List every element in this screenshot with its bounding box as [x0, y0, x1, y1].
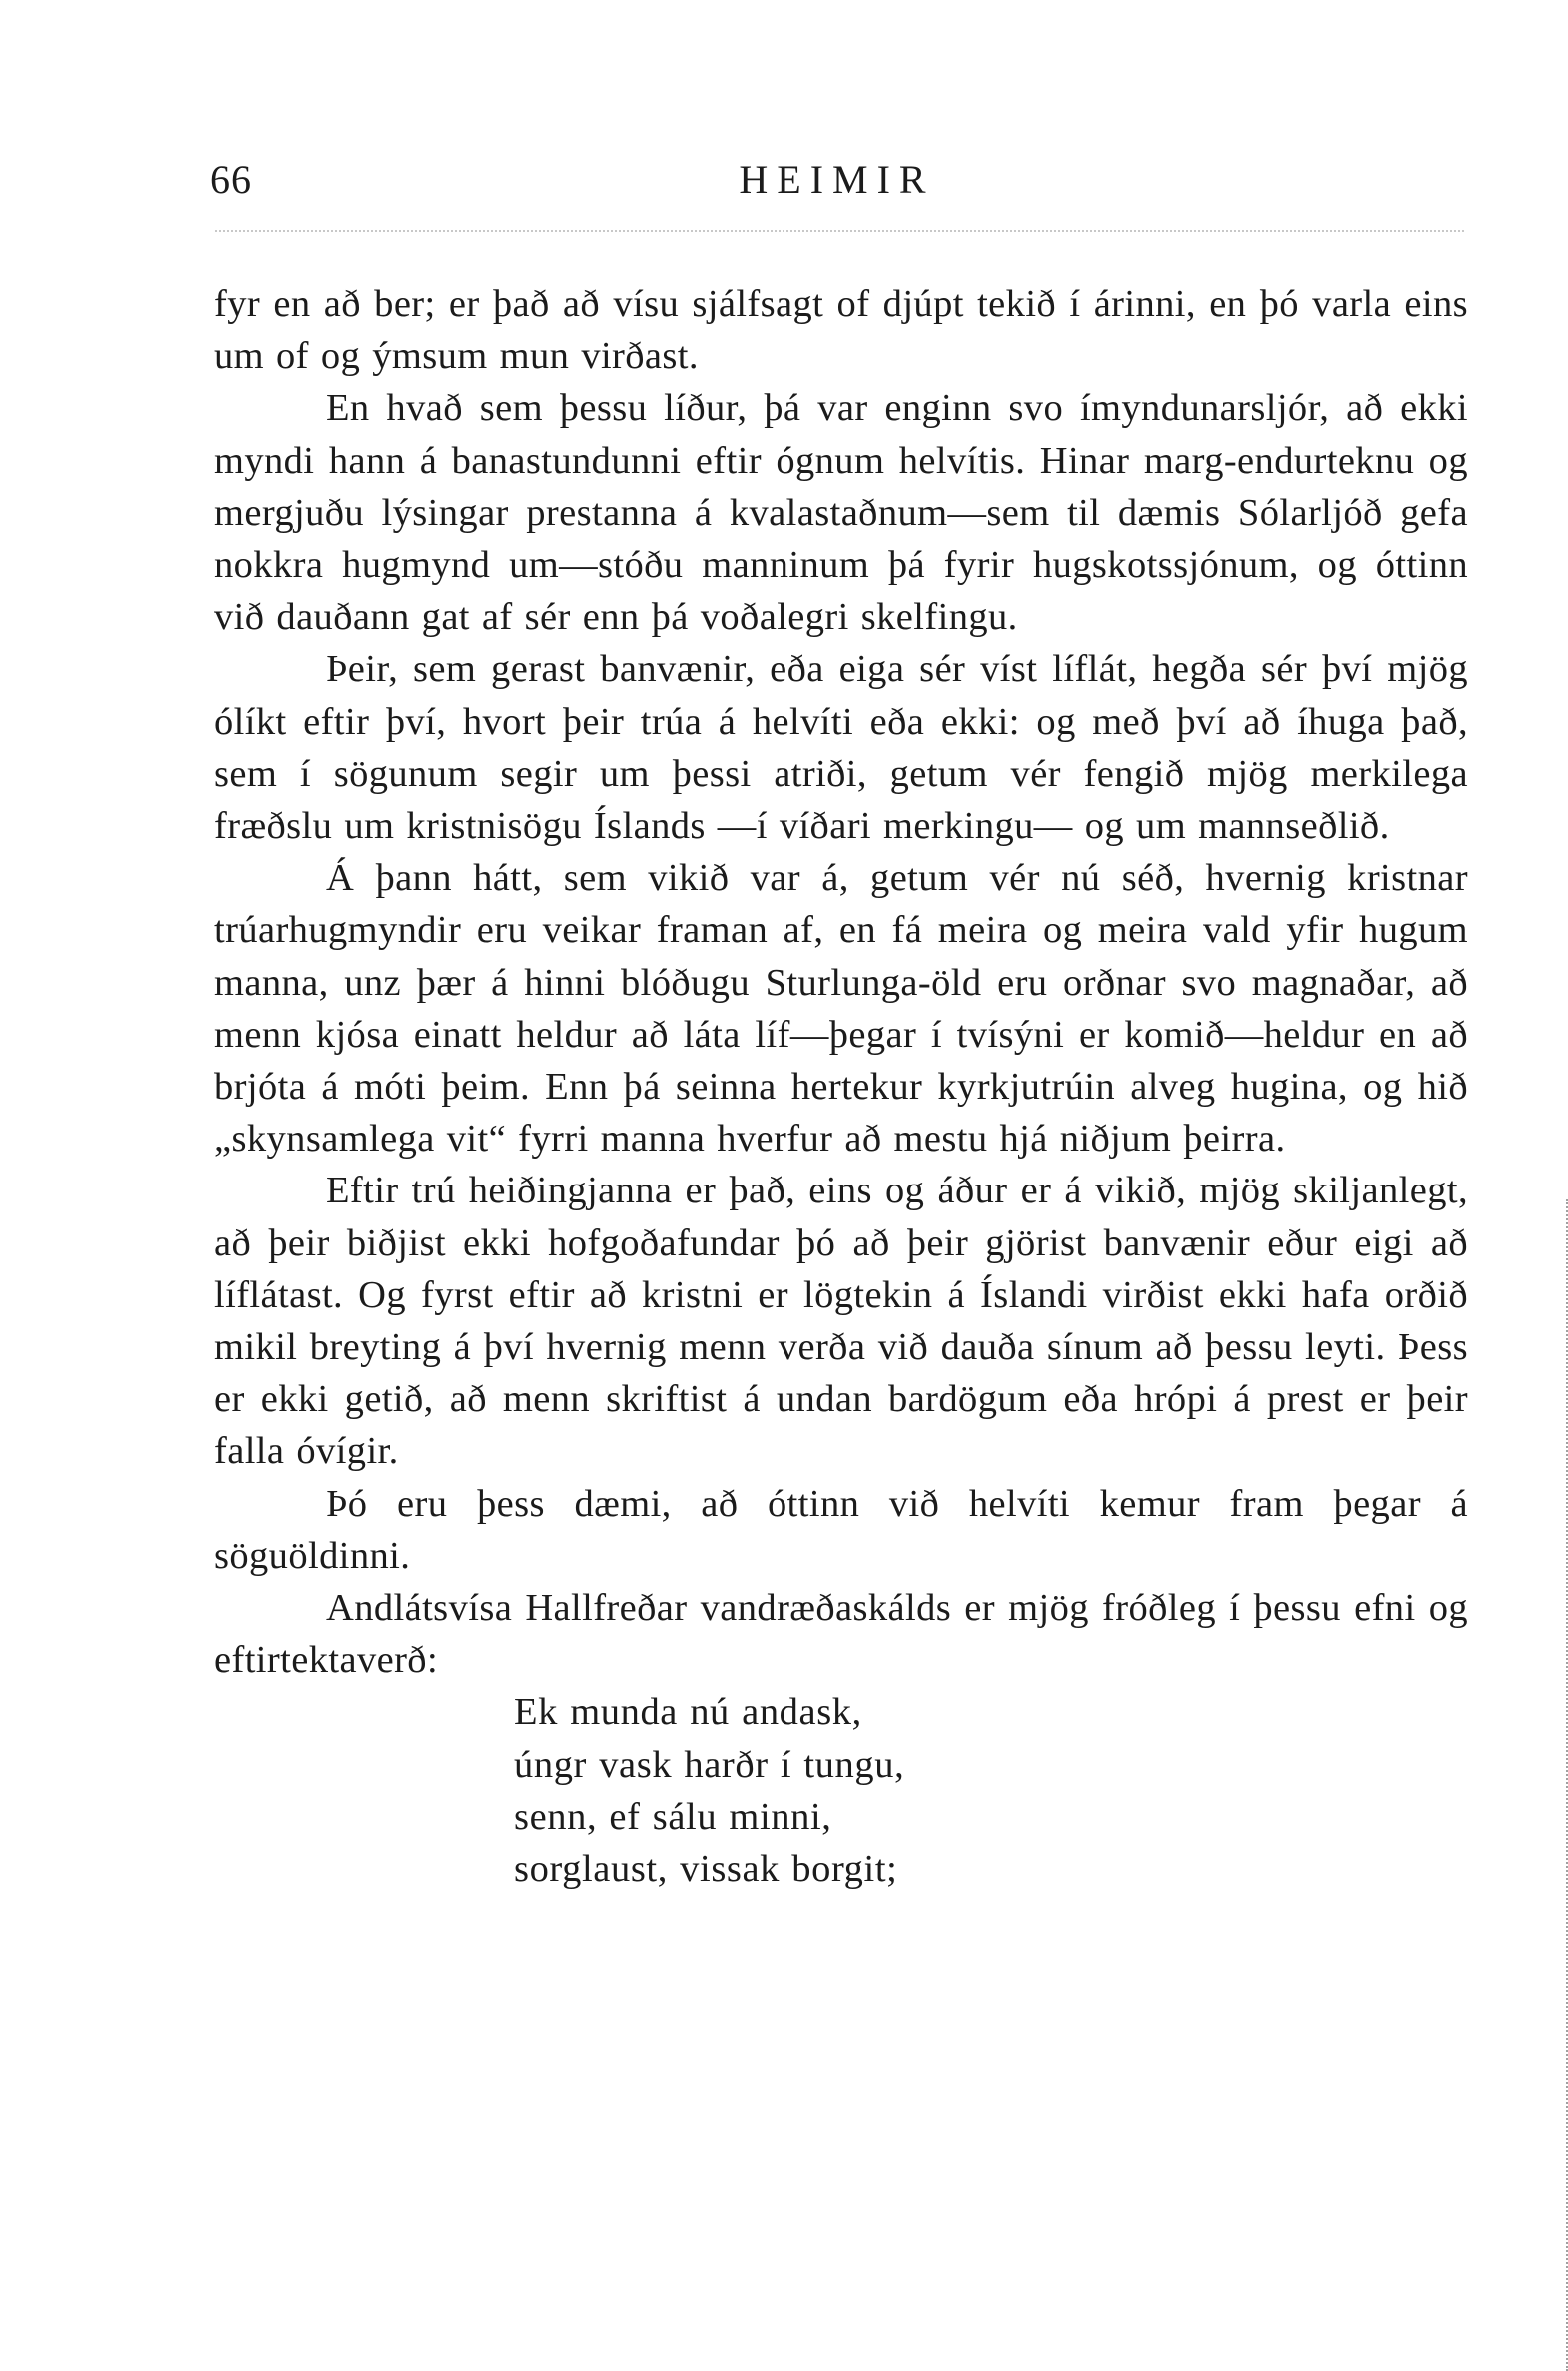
verse-line: senn, ef sálu minni,: [514, 1795, 832, 1838]
body-text: [214, 278, 1468, 1895]
paragraph: fyr en að ber; er það að vísu sjálfsagt of djúpt tekið í árinni, en þó varla eins um of og ýmsum mun virðast.: [214, 283, 1468, 378]
verse-line: sorglaust, vissak borgit;: [514, 1848, 898, 1891]
scan-edge-mark: [1562, 1199, 1568, 2371]
verse-stanza: [514, 1686, 1468, 1895]
paragraph: Þeir, sem gerast banvænir, eða eiga sér víst líflát, hegða sér því mjög ólíkt eftir því, hvort þeir trúa á helvíti eða ekki: og með því að íhuga það, sem í sögunum segir um þessi atriði, getum vér fengið mjög merkilega fræðslu um kristnisögu Íslands —í víðari merkingu— og um mannseðlið.: [214, 648, 1468, 848]
paragraph: Þó eru þess dæmi, að óttinn við helvíti kemur fram þegar á söguöldinni.: [214, 1482, 1468, 1577]
running-title: HEIMIR: [739, 157, 935, 202]
paragraph: Andlátsvísa Hallfreðar vandræðaskálds er mjög fróðleg í þessu efni og eftirtektaverð:: [214, 1587, 1468, 1682]
running-head: [210, 156, 1464, 216]
paragraph: Eftir trú heiðingjanna er það, eins og áður er á vikið, mjög skiljanlegt, að þeir biðjist ekki hofgoðafundar þó að þeir gjörist banvænir eður eigi að líflátast. Og fyrst eftir að kristni er lögtekin á Íslandi virðist ekki hafa orðið mikil breyting á því hvernig menn verða við dauða sínum að þessu leyti. Þess er ekki getið, að menn skriftist á undan bardögum eða hrópi á prest er þeir falla óvígir.: [214, 1170, 1468, 1473]
verse-line: úngr vask harðr í tungu,: [514, 1743, 905, 1786]
header-rule: [215, 230, 1464, 232]
paragraph: En hvað sem þessu líður, þá var enginn svo ímyndunarsljór, að ekki myndi hann á banastundunni eftir ógnum helvítis. Hinar marg-endurteknu og mergjuðu lýsingar prestanna á kvalastaðnum—sem til dæmis Sólarljóð gefa nokkra hugmynd um—stóðu manninum þá fyrir hugskotssjónum, og óttinn við dauðann gat af sér enn þá voðalegri skelfingu.: [214, 387, 1468, 639]
page-number: 66: [210, 157, 252, 202]
paragraph: Á þann hátt, sem vikið var á, getum vér nú séð, hvernig kristnar trúarhugmyndir eru veikar framan af, en fá meira og meira vald yfir hugum manna, unz þær á hinni blóðugu Sturlunga-öld eru orðnar svo magnaðar, að menn kjósa einatt heldur að láta líf—þegar í tvísýni er komið—heldur en að brjóta á móti þeim. Enn þá seinna hertekur kyrkjutrúin alveg hugina, og hið „skynsamlega vit“ fyrri manna hverfur að mestu hjá niðjum þeirra.: [214, 857, 1468, 1161]
verse-line: Ek munda nú andask,: [514, 1691, 862, 1734]
